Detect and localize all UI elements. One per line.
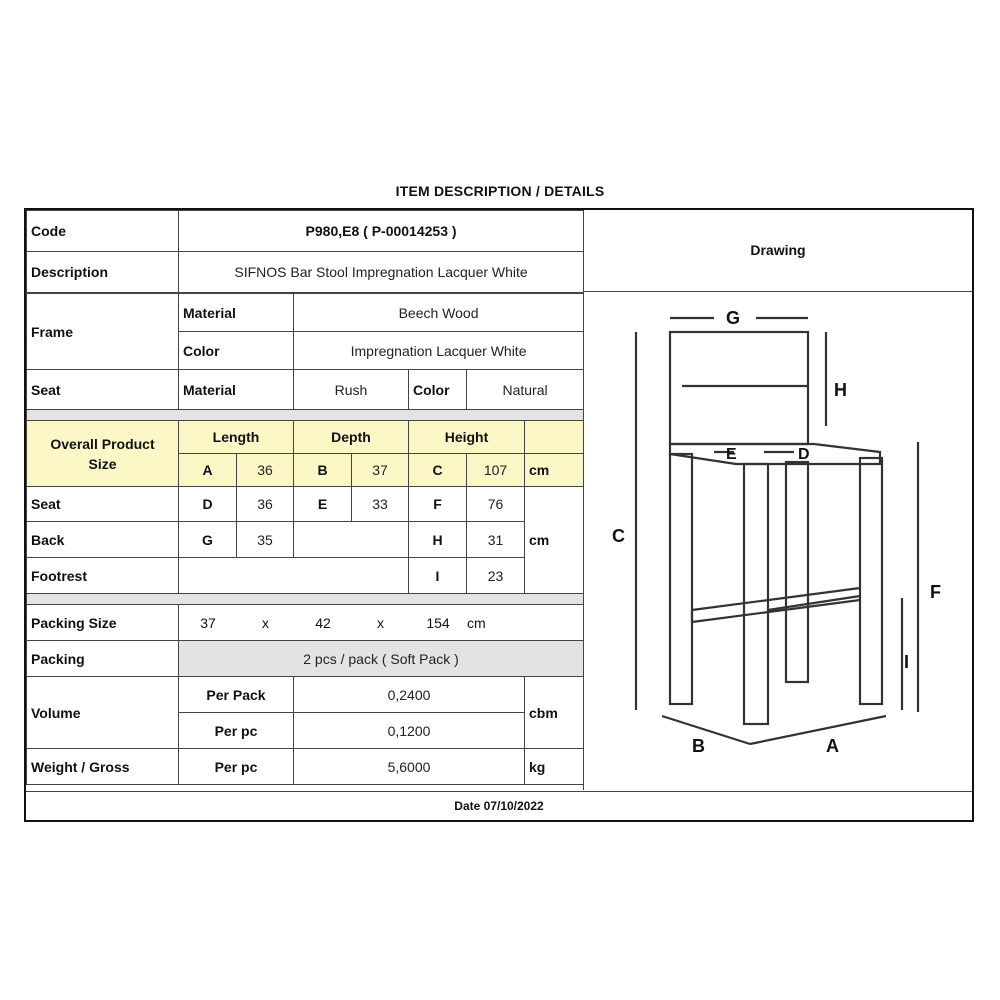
dim-a-label: A (179, 454, 237, 487)
drawing-letter-b: B (692, 736, 705, 756)
code-value: P980,E8 ( P-00014253 ) (179, 211, 584, 252)
frame-color-value: Impregnation Lacquer White (294, 332, 584, 370)
frame-label: Frame (27, 294, 179, 370)
leg-back-left (670, 454, 692, 704)
code-row (27, 211, 584, 252)
drawing-letter-d: D (798, 446, 810, 463)
seat-spec-label: Seat (27, 370, 179, 410)
drawing-letter-a: A (826, 736, 839, 756)
frame-material-value: Beech Wood (294, 294, 584, 332)
frame-material-label: Material (179, 294, 294, 332)
packing-size-x1: x (262, 614, 269, 631)
footrest-blank-cell (179, 558, 409, 594)
drawing-letter-h: H (834, 380, 847, 400)
packing-label: Packing (27, 641, 179, 677)
bar-stool-drawing (584, 292, 971, 790)
weight-value: 5,6000 (294, 749, 525, 785)
seat-top (670, 444, 880, 464)
dim-f-value: 76 (467, 487, 525, 522)
leg-front-left (744, 464, 768, 724)
back-blank-cell (294, 522, 409, 558)
description-label: Description (27, 252, 179, 293)
drawing-letter-e: E (726, 446, 737, 463)
weight-per-pc-label: Per pc (179, 749, 294, 785)
overall-size-label-line2: Size (88, 455, 117, 472)
drawing-letter-f: F (930, 582, 941, 602)
spec-table-wrap (26, 210, 583, 785)
dimension-header-row (27, 421, 584, 454)
footrest-dim-label: Footrest (27, 558, 179, 594)
packing-size-unit: cm (467, 614, 486, 631)
seat-color-value: Natural (467, 370, 584, 410)
seat-material-label: Material (179, 370, 294, 410)
dim-g-value: 35 (237, 522, 294, 558)
leg-front-right (860, 458, 882, 704)
packing-row (27, 641, 584, 677)
weight-row (27, 749, 584, 785)
footrest (692, 588, 860, 622)
frame-color-label: Color (179, 332, 294, 370)
volume-per-pack-value: 0,2400 (294, 677, 525, 713)
height-header: Height (409, 421, 525, 454)
dim-f-label: F (409, 487, 467, 522)
spec-sheet (24, 208, 974, 822)
date-footer: Date 07/10/2022 (26, 791, 972, 821)
back-dim-label: Back (27, 522, 179, 558)
volume-label: Volume (27, 677, 179, 749)
spacer-row (27, 594, 584, 605)
spec-table (26, 210, 584, 785)
back-dimension-row (27, 522, 584, 558)
description-value: SIFNOS Bar Stool Impregnation Lacquer White (179, 252, 584, 293)
depth-header: Depth (294, 421, 409, 454)
dim-i-value: 23 (467, 558, 525, 594)
packing-size-width: 42 (315, 614, 331, 631)
volume-per-pack-label: Per Pack (179, 677, 294, 713)
drawing-letter-c: C (612, 526, 625, 546)
overall-size-label-line1: Overall Product (50, 435, 155, 452)
seat-color-label: Color (409, 370, 467, 410)
dim-e-value: 33 (352, 487, 409, 522)
volume-per-pc-value: 0,1200 (294, 713, 525, 749)
weight-unit: kg (525, 749, 584, 785)
seat-dimension-row (27, 487, 584, 522)
dim-c-label: C (409, 454, 467, 487)
dim-g-label: G (179, 522, 237, 558)
footrest-dimension-row (27, 558, 584, 594)
unit-header-blank (525, 421, 584, 454)
volume-per-pack-row (27, 677, 584, 713)
seat-material-value: Rush (294, 370, 409, 410)
drawing-letter-g: G (726, 308, 741, 328)
dim-d-label: D (179, 487, 237, 522)
dim-a-value: 36 (237, 454, 294, 487)
drawing-label: Drawing (750, 242, 806, 258)
frame-material-row (27, 294, 584, 332)
dim-line-a (750, 716, 886, 744)
dim-unit: cm (525, 454, 584, 487)
dim-unit-2: cm (525, 487, 584, 594)
packing-size-length: 37 (200, 614, 216, 631)
packing-size-label: Packing Size (27, 605, 179, 641)
packing-value: 2 pcs / pack ( Soft Pack ) (179, 641, 584, 677)
weight-label: Weight / Gross (27, 749, 179, 785)
overall-size-label (27, 421, 179, 487)
volume-per-pc-label: Per pc (179, 713, 294, 749)
dim-line-b (662, 716, 750, 744)
seat-dim-label: Seat (27, 487, 179, 522)
document-title: ITEM DESCRIPTION / DETAILS (395, 183, 605, 199)
dim-d-value: 36 (237, 487, 294, 522)
packing-size-height: 154 (426, 614, 450, 631)
drawing-header-cell (583, 210, 972, 292)
dim-b-value: 37 (352, 454, 409, 487)
dim-c-value: 107 (467, 454, 525, 487)
dim-h-label: H (409, 522, 467, 558)
description-row (27, 252, 584, 293)
dim-e-label: E (294, 487, 352, 522)
drawing-area (583, 292, 972, 790)
seat-spec-row (27, 370, 584, 410)
spacer-row (27, 410, 584, 421)
dim-i-label: I (409, 558, 467, 594)
volume-unit: cbm (525, 677, 584, 749)
backrest-panel (670, 332, 808, 444)
length-header: Length (179, 421, 294, 454)
code-label: Code (27, 211, 179, 252)
packing-size-row (27, 605, 584, 641)
dim-b-label: B (294, 454, 352, 487)
drawing-letter-i: I (904, 652, 910, 672)
leg-back-right (786, 462, 808, 682)
dim-h-value: 31 (467, 522, 525, 558)
packing-size-cell (179, 605, 584, 641)
packing-size-x2: x (377, 614, 384, 631)
